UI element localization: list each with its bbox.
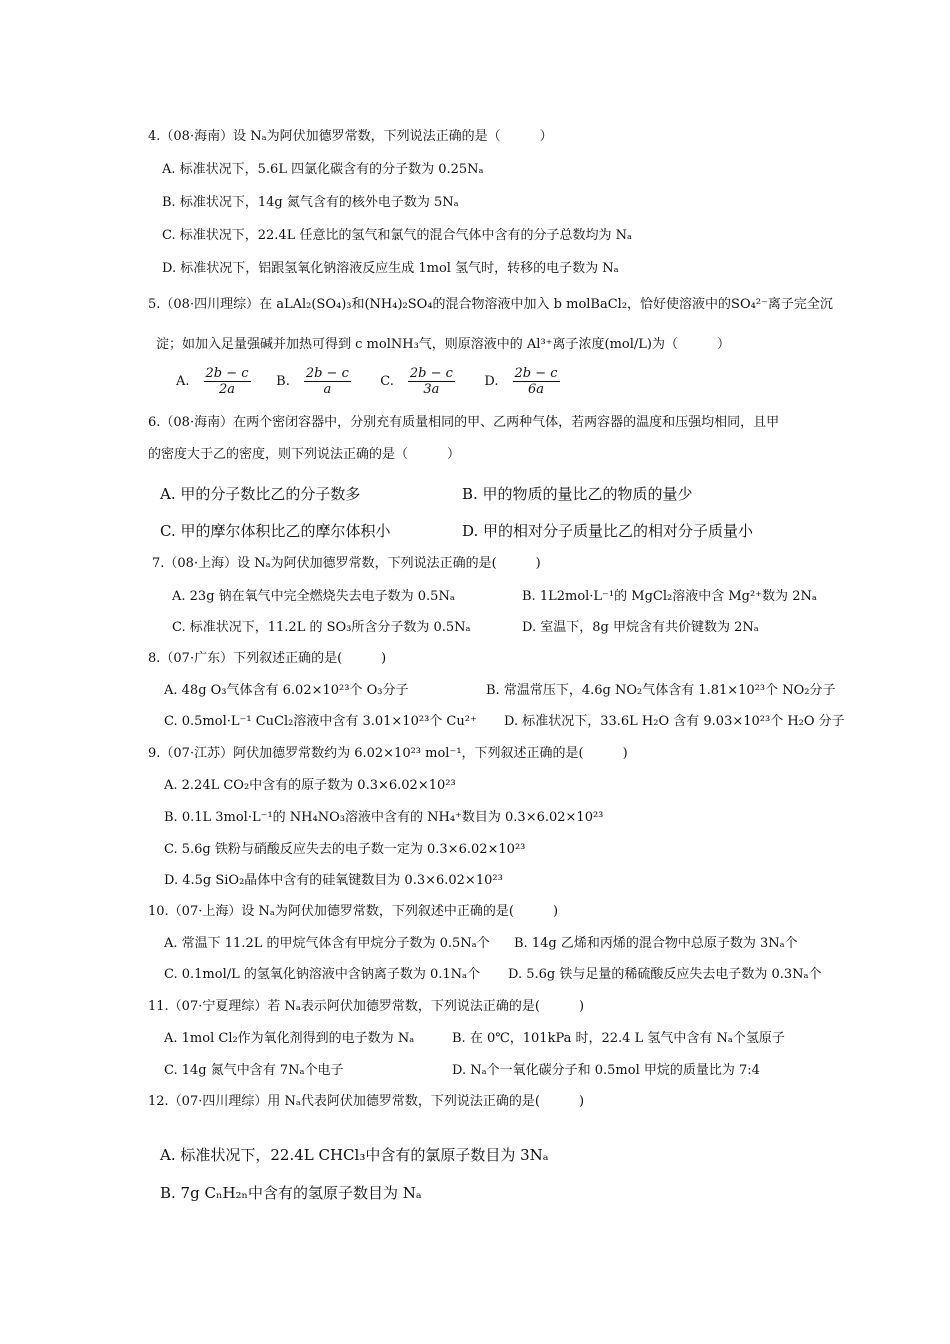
question-6-option-d: D. 甲的相对分子质量比乙的相对分子质量小 [462, 522, 754, 540]
question-6-stem-line-1: 6.（08·海南）在两个密闭容器中，分别充有质量相同的甲、乙两种气体，若两容器的温度和压强均相同，且甲 [148, 415, 780, 430]
question-12-option-b: B. 7g CₙH₂ₙ中含有的氢原子数目为 Nₐ [160, 1184, 422, 1202]
question-8-stem: 8.（07·广东）下列叙述正确的是( ) [148, 651, 387, 666]
question-7-option-d: D. 室温下，8g 甲烷含有共价键数为 2Nₐ [522, 620, 759, 635]
fraction: $\frac{2b - c}{3a}$ [409, 366, 453, 397]
question-5-option-b: B. $\frac{2b - c}{a}$ [276, 366, 349, 397]
question-11-option-a: A. 1mol Cl₂作为氧化剂得到的电子数为 Nₐ [164, 1031, 415, 1046]
question-10-option-b: B. 14g 乙烯和丙烯的混合物中总原子数为 3Nₐ个 [514, 936, 798, 951]
question-4-option-c: C. 标准状况下，22.4L 任意比的氢气和氯气的混合气体中含有的分子总数均为 Nₐ [162, 228, 632, 243]
question-12-option-a: A. 标准状况下，22.4L CHCl₃中含有的氯原子数目为 3Nₐ [160, 1146, 549, 1164]
question-5-stem-line-2: 淀；如加入足量强碱并加热可得到 c molNH₃气，则原溶液中的 Al³⁺离子浓度(mol/L)为（ ） [156, 337, 730, 352]
question-11-option-b: B. 在 0℃，101kPa 时，22.4 L 氢气中含有 Nₐ个氢原子 [452, 1031, 785, 1046]
question-11-option-c: C. 14g 氮气中含有 7Nₐ个电子 [164, 1063, 344, 1078]
fraction: $\frac{2b - c}{a}$ [305, 366, 349, 397]
fraction: $\frac{2b - c}{6a}$ [514, 366, 558, 397]
question-7-option-a: A. 23g 钠在氧气中完全燃烧失去电子数为 0.5Nₐ [172, 589, 455, 604]
question-6-option-b: B. 甲的物质的量比乙的物质的量少 [462, 485, 693, 503]
question-6-option-a: A. 甲的分子数比乙的分子数多 [160, 485, 361, 503]
question-7-stem: 7.（08·上海）设 Nₐ为阿伏加德罗常数，下列说法正确的是( ) [152, 556, 541, 571]
question-11-stem: 11.（07·宁夏理综）若 Nₐ表示阿伏加德罗常数，下列说法正确的是( ) [148, 999, 585, 1014]
fraction: $\frac{2b - c}{2a}$ [205, 366, 249, 397]
question-6-stem-line-2: 的密度大于乙的密度，则下列说法正确的是（ ） [148, 447, 461, 462]
question-8-option-b: B. 常温常压下，4.6g NO₂气体含有 1.81×10²³个 NO₂分子 [486, 683, 836, 698]
question-9-option-a: A. 2.24L CO₂中含有的原子数为 0.3×6.02×10²³ [164, 778, 456, 793]
question-4-option-d: D. 标准状况下，铝跟氢氧化钠溶液反应生成 1mol 氢气时，转移的电子数为 Nₐ [162, 261, 619, 276]
question-11-option-d: D. Nₐ个一氧化碳分子和 0.5mol 甲烷的质量比为 7:4 [452, 1063, 760, 1078]
question-10-stem: 10.（07·上海）设 Nₐ为阿伏加德罗常数，下列叙述中正确的是( ) [148, 904, 559, 919]
question-5-options [176, 366, 584, 397]
question-5-option-c: C. $\frac{2b - c}{3a}$ [380, 366, 453, 397]
question-12-stem: 12.（07·四川理综）用 Nₐ代表阿伏加德罗常数，下列说法正确的是( ) [148, 1094, 585, 1109]
question-5-stem-line-1: 5.（08·四川理综）在 aLAl₂(SO₄)₃和(NH₄)₂SO₄的混合物溶液中加入 b molBaCl₂，恰好使溶液中的SO₄²⁻离子完全沉 [148, 297, 833, 312]
question-10-option-c: C. 0.1mol/L 的氢氧化钠溶液中含钠离子数为 0.1Nₐ个 [164, 967, 481, 982]
question-8-option-c: C. 0.5mol·L⁻¹ CuCl₂溶液中含有 3.01×10²³个 Cu²⁺ [164, 714, 477, 729]
question-8-option-a: A. 48g O₃气体含有 6.02×10²³个 O₃分子 [164, 683, 409, 698]
question-7-option-b: B. 1L2mol·L⁻¹的 MgCl₂溶液中含 Mg²⁺数为 2Nₐ [522, 589, 817, 604]
question-9-option-d: D. 4.5g SiO₂晶体中含有的硅氧键数目为 0.3×6.02×10²³ [164, 873, 503, 888]
question-9-stem: 9.（07·江苏）阿伏加德罗常数约为 6.02×10²³ mol⁻¹，下列叙述正确的是( ) [148, 746, 628, 761]
question-8-option-d: D. 标准状况下，33.6L H₂O 含有 9.03×10²³个 H₂O 分子 [504, 714, 845, 729]
question-10-option-d: D. 5.6g 铁与足量的稀硫酸反应失去电子数为 0.3Nₐ个 [508, 967, 822, 982]
question-5-option-d: D. $\frac{2b - c}{6a}$ [484, 366, 558, 397]
question-9-option-b: B. 0.1L 3mol·L⁻¹的 NH₄NO₃溶液中含有的 NH₄⁺数目为 0.3×6.02×10²³ [164, 810, 604, 825]
question-9-option-c: C. 5.6g 铁粉与硝酸反应失去的电子数一定为 0.3×6.02×10²³ [164, 842, 526, 857]
question-10-option-a: A. 常温下 11.2L 的甲烷气体含有甲烷分子数为 0.5Nₐ个 [164, 936, 490, 951]
question-7-option-c: C. 标准状况下，11.2L 的 SO₃所含分子数为 0.5Nₐ [172, 620, 471, 635]
question-4-option-b: B. 标准状况下，14g 氮气含有的核外电子数为 5Nₐ [162, 195, 459, 210]
question-4-option-a: A. 标准状况下，5.6L 四氯化碳含有的分子数为 0.25Nₐ [162, 162, 484, 177]
question-4-stem: 4.（08·海南）设 Nₐ为阿伏加德罗常数，下列说法正确的是（ ） [148, 129, 553, 144]
question-6-option-c: C. 甲的摩尔体积比乙的摩尔体积小 [160, 522, 391, 540]
question-5-option-a: A. $\frac{2b - c}{2a}$ [176, 366, 249, 397]
